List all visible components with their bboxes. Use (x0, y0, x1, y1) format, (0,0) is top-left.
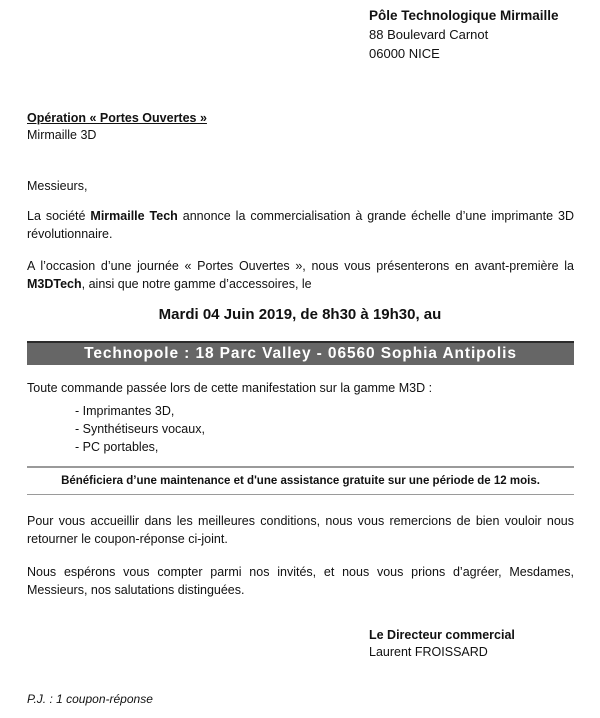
paragraph-intro-end: annonce la commercialisation à grande échelle d’une imprimante 3D révolutionnaire. (27, 209, 574, 241)
subject-title: Opération « Portes Ouvertes » (27, 111, 207, 125)
sender-street: 88 Boulevard Carnot (369, 27, 489, 42)
list-item: - PC portables, (75, 440, 159, 454)
sender-name: Pôle Technologique Mirmaille (369, 8, 559, 23)
list-item: - Synthétiseurs vocaux, (75, 422, 205, 436)
paragraph-intro (27, 207, 574, 243)
paragraph-event-end: , ainsi que notre gamme d’accessoires, le (81, 277, 312, 291)
paragraph-intro-start: La société (27, 209, 91, 223)
benefit-box: Bénéficiera d’une maintenance et d'une assistance gratuite sur une période de 12 mois. (27, 466, 574, 495)
list-item: - Imprimantes 3D, (75, 404, 175, 418)
paragraph-event-start: A l’occasion d’une journée « Portes Ouvertes », nous vous présenterons en avant-première la (27, 259, 574, 273)
attachment-note: P.J. : 1 coupon-réponse (27, 692, 153, 706)
signature-role: Le Directeur commercial (369, 628, 515, 642)
company-name: Mirmaille Tech (90, 209, 178, 223)
signature-name: Laurent FROISSARD (369, 645, 488, 659)
offer-intro: Toute commande passée lors de cette manifestation sur la gamme M3D : (27, 381, 433, 395)
subject-subtitle: Mirmaille 3D (27, 128, 97, 142)
paragraph-coupon: Pour vous accueillir dans les meilleures conditions, nous vous remercions de bien vouloir nous retourner le coupon-réponse ci-joint. (27, 514, 574, 546)
paragraph-closing: Nous espérons vous compter parmi nos invités, et nous vous prions d’agréer, Mesdames, Messieurs, nos salutations distinguées. (27, 565, 574, 597)
signature-block (369, 627, 515, 661)
paragraph-event (27, 257, 574, 293)
event-date: Mardi 04 Juin 2019, de 8h30 à 19h30, au (158, 306, 442, 323)
subject-block (27, 110, 207, 144)
venue-banner: Technopole : 18 Parc Valley - 06560 Sophia Antipolis (27, 341, 574, 365)
greeting: Messieurs, (27, 179, 88, 193)
product-name: M3DTech (27, 277, 82, 291)
sender-city: 06000 NICE (369, 46, 440, 61)
product-list (75, 402, 205, 456)
sender-address (369, 6, 559, 63)
